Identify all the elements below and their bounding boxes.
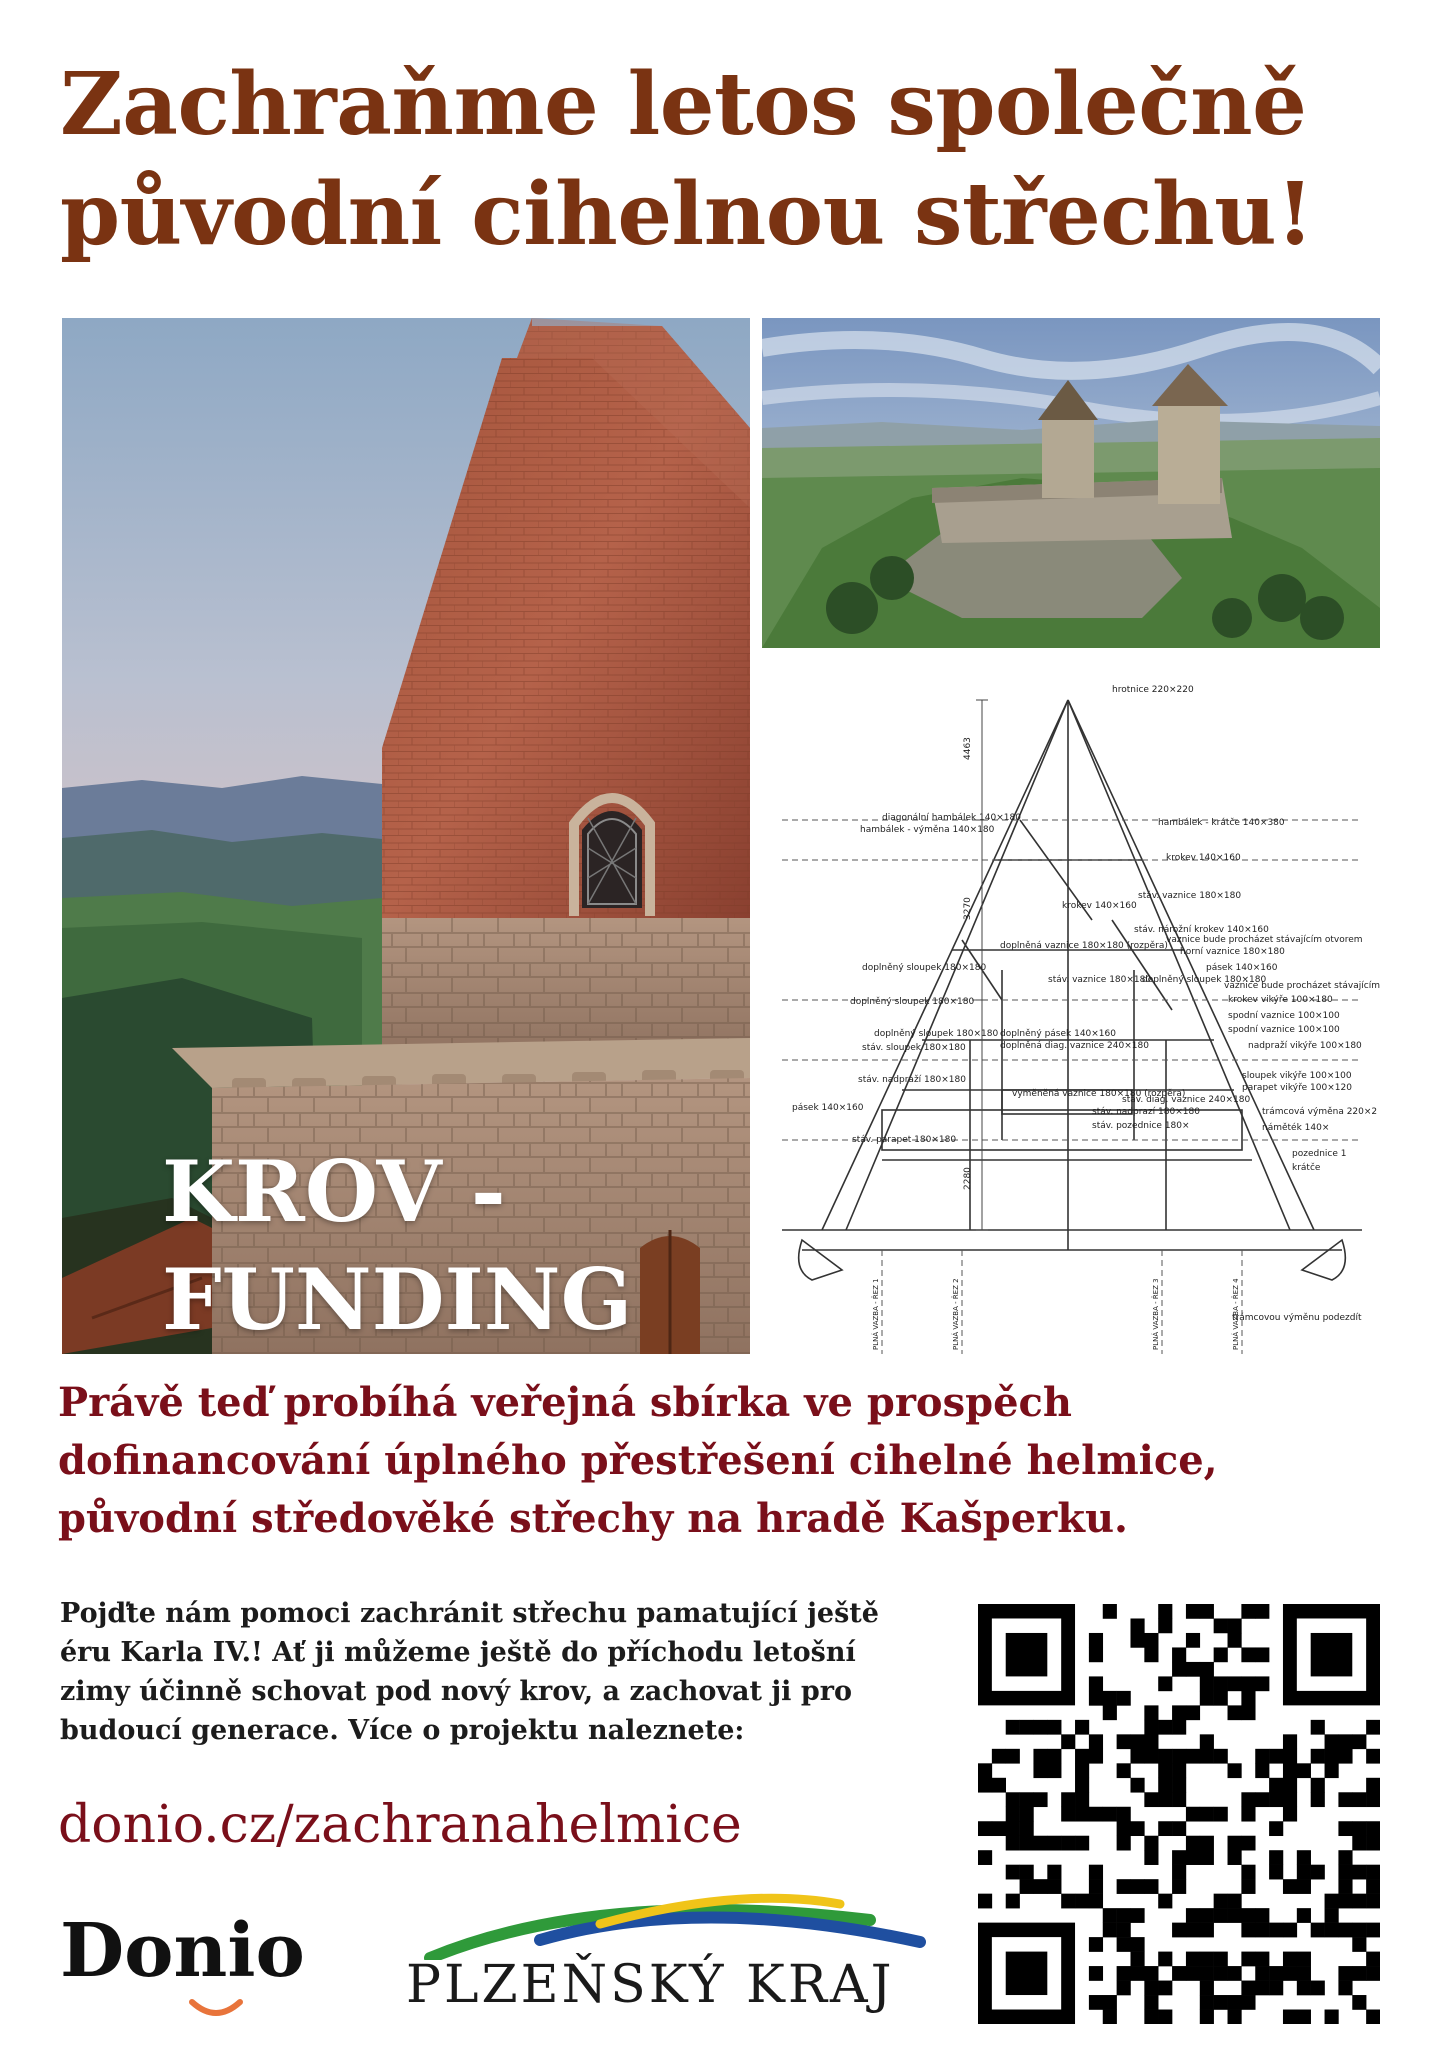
donio-wordmark: Donio (60, 1908, 305, 1994)
project-url-link[interactable]: donio.cz/zachranahelmice (58, 1795, 742, 1855)
plzensky-kraj-logo (400, 1880, 960, 2030)
label-stav-pozednice: stáv. pozednice 180× (1092, 1121, 1190, 1131)
label-krokev-inner: krokev 140×160 (1062, 901, 1137, 911)
label-stav-vaznice-2: stáv. vaznice 180×180 (1048, 975, 1152, 985)
castle-aerial-photo (762, 318, 1380, 648)
dim-mid-label: 3270 (963, 897, 973, 920)
label-hrotnice: hrotnice 220×220 (1112, 685, 1194, 695)
label-pasek: pásek 140×160 (1206, 963, 1278, 973)
label-parapet-vikyre: parapet vikýře 100×120 (1242, 1083, 1352, 1093)
truss-diagram (762, 670, 1380, 1354)
label-doplneny-sloupek-r: doplněný sloupek 180×180 (1142, 975, 1267, 985)
label-spodni-vaznice-2: spodní vaznice 100×100 (1228, 1025, 1340, 1035)
page-title (60, 50, 1400, 270)
label-axis-2: PLNÁ VAZBA - ŘEZ 2 (952, 1278, 960, 1350)
label-stav-vaznice: stáv. vaznice 180×180 (1138, 891, 1242, 901)
label-stav-nadprazi: stáv. nadpraží 180×180 (858, 1075, 966, 1085)
label-axis-3: PLNÁ VAZBA - ŘEZ 3 (1152, 1278, 1160, 1350)
label-diag-hambalek: diagonální hambálek 140×180 (882, 813, 1021, 823)
label-nadprazi: nadpraží vikýře 100×180 (1248, 1041, 1362, 1051)
label-hambalek-vymena: hambálek - výměna 140×180 (860, 825, 995, 835)
lead-line-3: původní středověké střechy na hradě Kašperku. (58, 1495, 1128, 1542)
kraj-wordmark: PLZEŇSKÝ KRAJ (406, 1955, 895, 2015)
label-stav-nadprazi-2: stáv. nadprazí 180×180 (1092, 1107, 1200, 1117)
roof-truss-drawing (762, 670, 1380, 1354)
label-vaznice-bude: vaznice bude procházet stávajícím otvorem (1166, 935, 1363, 945)
label-vymenena-vaznice: vyměněná vaznice 180×180 (rozpěra) (1012, 1089, 1186, 1099)
label-dopl-pasek: doplněný pásek 140×160 (1000, 1029, 1116, 1039)
title-line-1: Zachraňme letos společně (60, 54, 1307, 155)
label-vaznice-bude-2: vaznice bude procházet stávajícím (1224, 981, 1380, 991)
lead-line-1: Právě teď probíhá veřejná sbírka ve prospěch (58, 1379, 1072, 1426)
label-stav-sloupek: stáv. sloupek 180×180 (862, 1043, 966, 1053)
label-stav-parapet: stáv. parapet 180×180 (852, 1135, 957, 1145)
label-horni-vaznice: horní vaznice 180×180 (1180, 947, 1285, 957)
castle-illustration (762, 318, 1380, 648)
label-stav-diag: stáv. diag. vaznice 240×180 (1122, 1095, 1251, 1105)
label-pozednice: pozednice 1 (1292, 1149, 1347, 1159)
body-line-2: éru Karla IV.! Ať ji můžeme ještě do příchodu letošní (60, 1637, 856, 1668)
lead-paragraph (58, 1374, 1398, 1548)
qr-code-image (978, 1604, 1380, 2024)
krov-funding-overlay (162, 1138, 632, 1354)
label-pasek-2: pásek 140×160 (792, 1103, 864, 1113)
label-sloupek-vikyre: sloupek vikýře 100×100 (1242, 1071, 1352, 1081)
label-axis-1: PLNÁ VAZBA - ŘEZ 1 (872, 1278, 880, 1350)
label-trancovou: trámcovou výměnu podezdít (1232, 1313, 1362, 1323)
title-line-2: původní cihelnou střechu! (60, 164, 1314, 265)
label-nandetek: náměték 140× (1262, 1123, 1330, 1133)
smile-icon (188, 1998, 244, 2020)
body-line-3: zimy účinně schovat pod nový krov, a zachovat ji pro (60, 1676, 852, 1707)
label-dopl-sloupek: doplněný sloupek 180×180 (874, 1029, 999, 1039)
body-line-1: Pojďte nám pomoci zachránit střechu pamatující ještě (60, 1598, 879, 1629)
label-axis-4: PLNÁ VAZBA - ŘEZ 4 (1232, 1278, 1240, 1350)
label-hambalek-kratce: hambálek - krátče 140×380 (1158, 818, 1285, 828)
dim-low-label: 2280 (963, 1167, 973, 1190)
donio-logo (60, 1906, 320, 2026)
krov-line-1: KROV - (162, 1142, 506, 1241)
body-paragraph (60, 1594, 940, 1750)
label-stav-narozni: stáv. nárožní krokev 140×160 (1134, 925, 1269, 935)
dim-top-label: 4463 (963, 737, 973, 760)
body-line-4: budoucí generace. Více o projektu naleznete: (60, 1715, 745, 1746)
label-krokev-vikyre: krokev vikýře 100×180 (1228, 995, 1333, 1005)
label-spodni-vaznice: spodní vaznice 100×100 (1228, 1011, 1340, 1021)
label-doplneny-sloupek: doplněný sloupek 180×180 (862, 963, 987, 973)
krov-line-2: FUNDING (162, 1250, 633, 1349)
label-trancova: trámcová výměna 220×2 (1262, 1107, 1378, 1117)
kraj-swoosh-icon (400, 1880, 960, 1960)
label-doplneny-vaznice: doplněná vaznice 180×180 (rozpěra) (1000, 941, 1168, 951)
label-dopl-diag: doplněná diag. vaznice 240×180 (1000, 1041, 1149, 1051)
tower-photo (62, 318, 750, 1354)
label-kratce: krátče (1292, 1163, 1321, 1173)
label-doplneny-sloupek-2: doplněný sloupek 180×180 (850, 997, 975, 1007)
label-krokev: krokev 140×160 (1166, 853, 1241, 863)
lead-line-2: dofinancování úplného přestřešení cihelné helmice, (58, 1437, 1218, 1484)
qr-code[interactable] (978, 1604, 1380, 2024)
